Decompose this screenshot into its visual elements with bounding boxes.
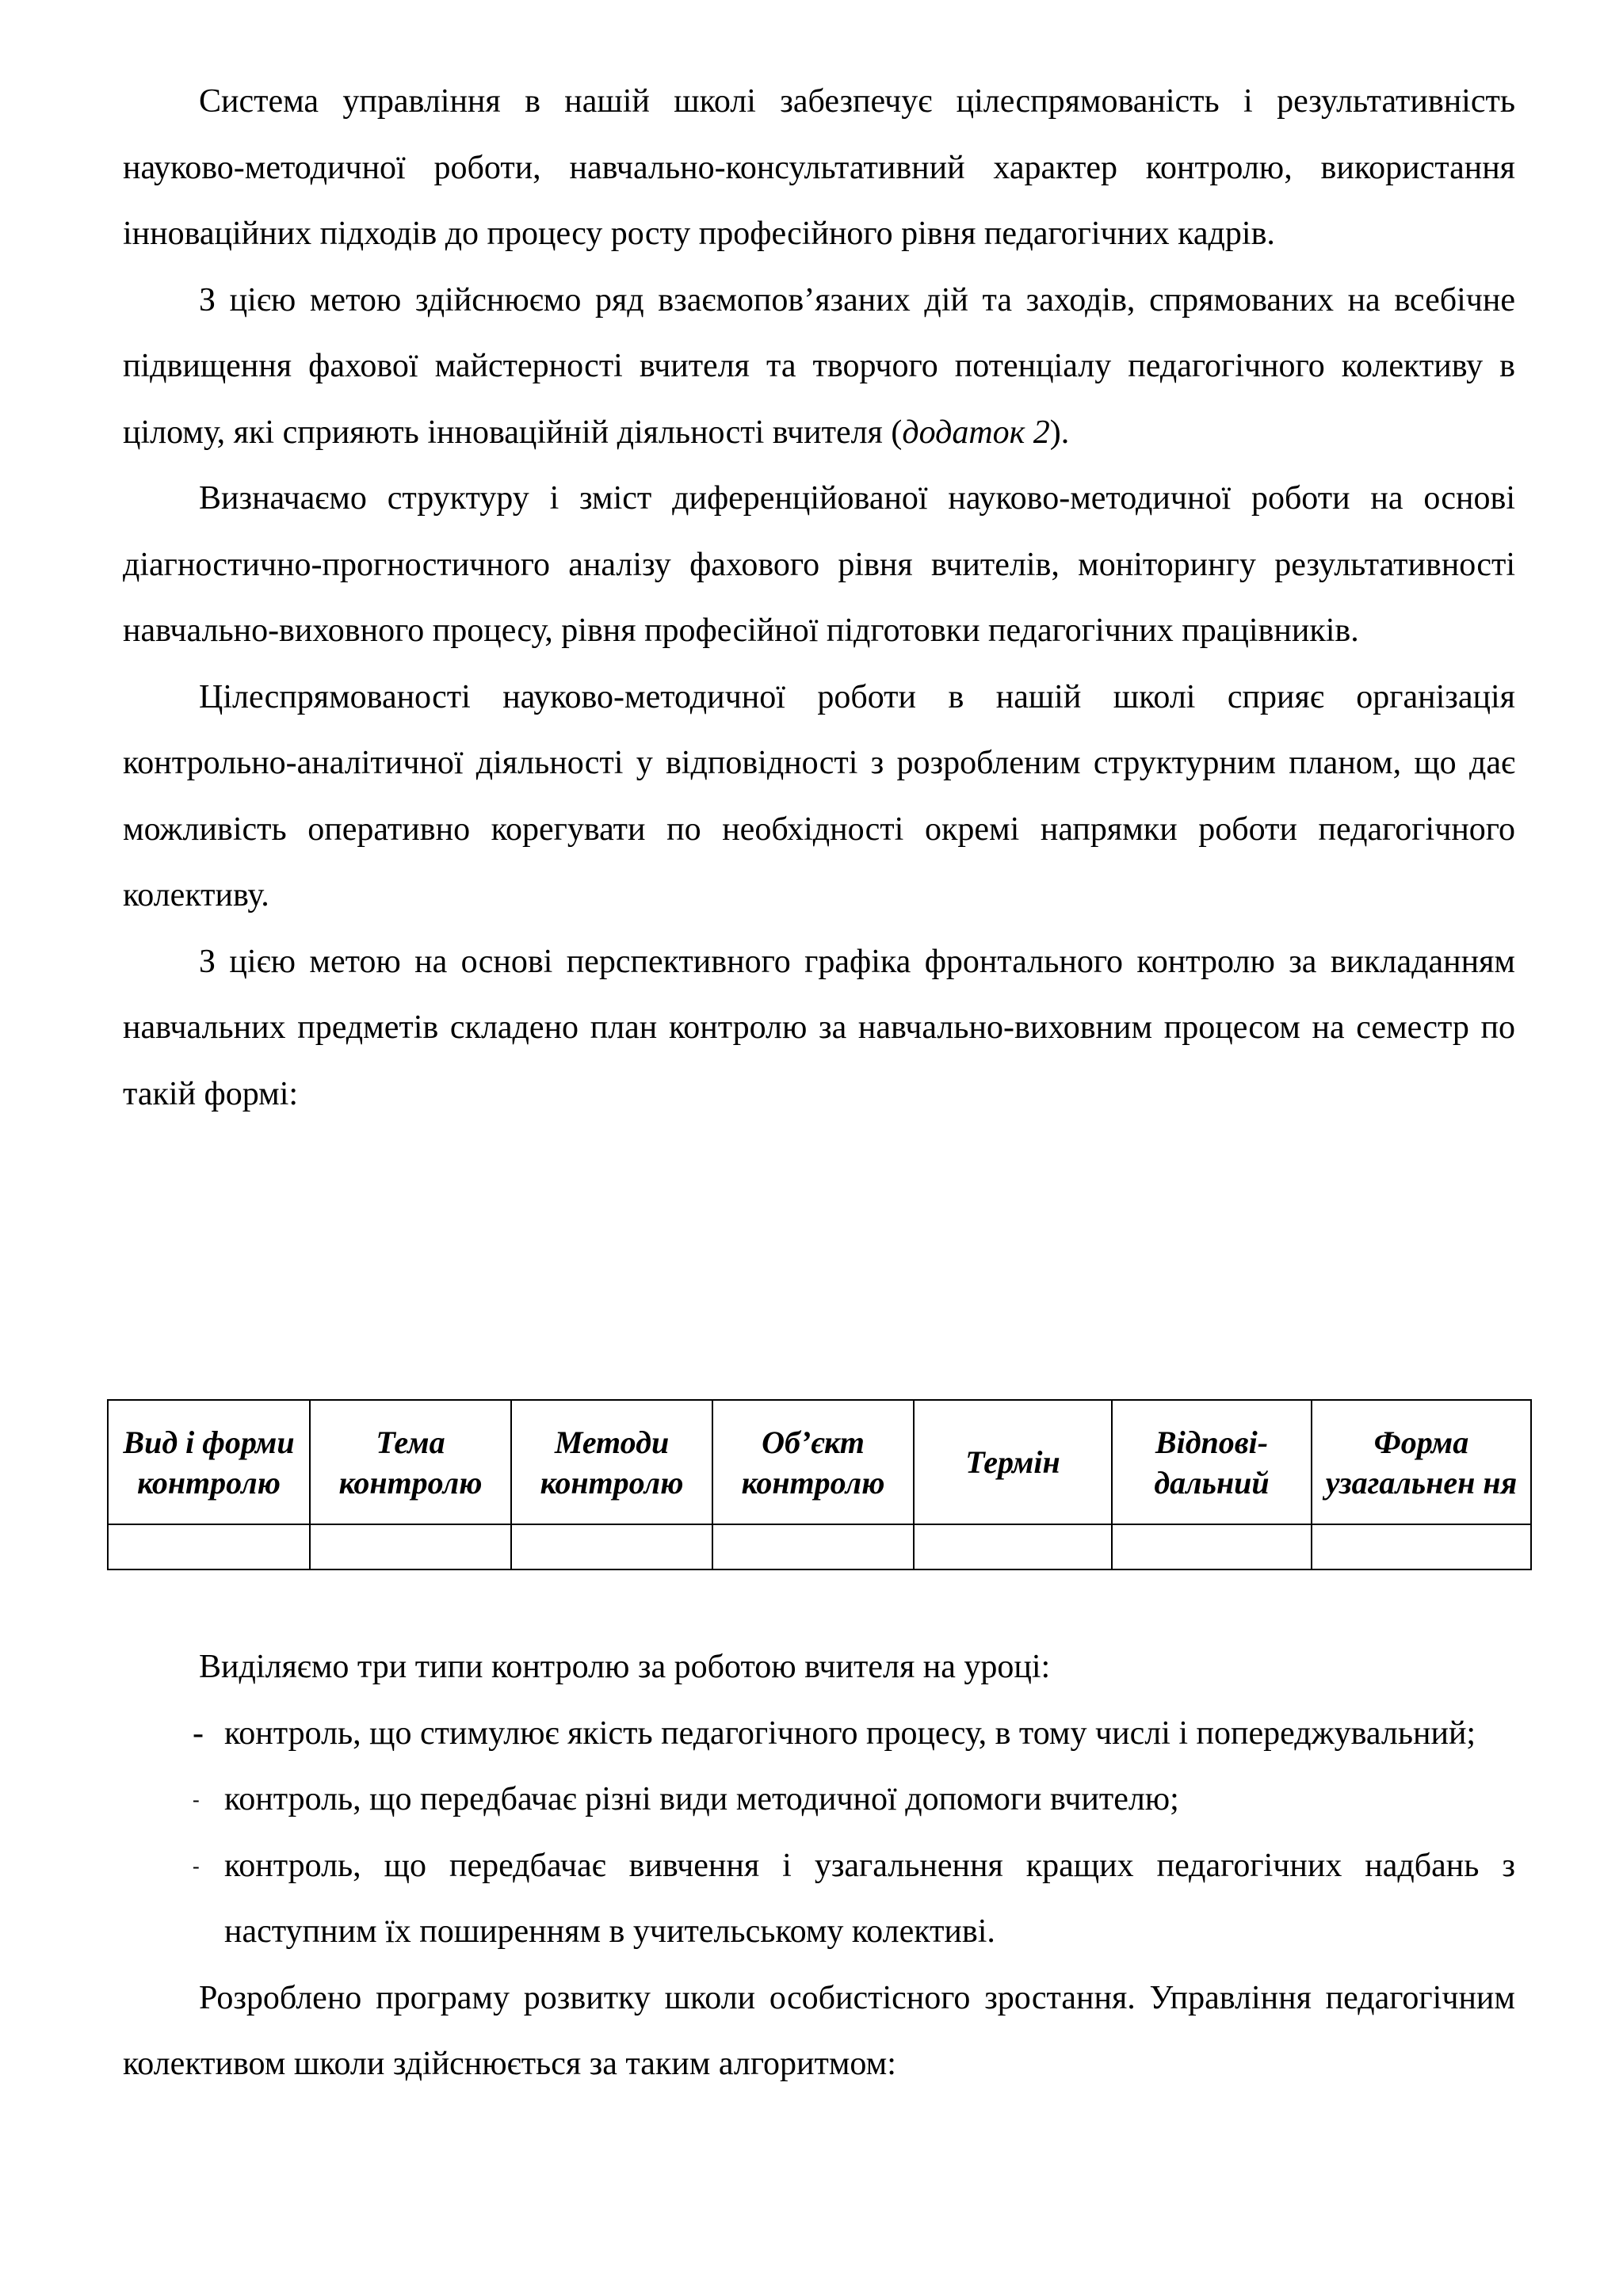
table-cell [511, 1524, 712, 1569]
paragraph-goal-actions [123, 268, 1515, 467]
table-cell [1312, 1524, 1531, 1569]
appendix-ref [891, 414, 1069, 451]
header-methods: Методи контролю [511, 1400, 712, 1524]
header-term: Термін [914, 1400, 1112, 1524]
table-cell [712, 1524, 914, 1569]
control-plan-table [107, 1399, 1532, 1570]
body-text [123, 69, 1515, 1127]
header-summary-form: Форма узагальнен ня [1312, 1400, 1531, 1524]
header-topic: Тема контролю [310, 1400, 511, 1524]
control-types-intro: Виділяємо три типи контролю за роботою вчителя на уроці: [199, 1649, 1051, 1685]
paragraph-management-system: Система управління в нашій школі забезпечує цілеспрямованість і результативність науково-методичної роботи, навчально-консультативний характер контролю, використання інноваційних підходів до процесу росту професійного рівня педагогічних кадрів. [123, 83, 1515, 252]
list-item [123, 1833, 1515, 1966]
list-dash: - [193, 1788, 200, 1811]
list-dash: - [193, 1854, 200, 1878]
header-type-and-form: Вид і форми контролю [108, 1400, 310, 1524]
table-cell [108, 1524, 310, 1569]
appendix-open-paren: ( [891, 414, 903, 451]
paragraph-goal-actions-text: З цією метою здійснюємо ряд взаємопов’язаних дій та заходів, спрямованих на всебічне підвищення фахової майстерності вчителя та творчого потенціалу педагогічного колективу в цілому, які сприяють інноваційній діяльності вчителя [123, 281, 1515, 451]
header-responsible: Відпові-дальний [1112, 1400, 1312, 1524]
paragraph-control-plan: З цією метою на основі перспективного графіка фронтального контролю за викладанням навчальних предметів складено план контролю за навчально-виховним процесом на семестр по такій формі: [123, 943, 1515, 1112]
list-dash: - [193, 1714, 204, 1752]
table-cell [1112, 1524, 1312, 1569]
paragraph-development-program: Розроблено програму розвитку школи особистісного зростання. Управління педагогічним колективом школи здійснюється за таким алгоритмом: [123, 1979, 1515, 2082]
paragraph-purposefulness: Цілеспрямованості науково-методичної роботи в нашій школі сприяє організація контрольно-аналітичної діяльності у відповідності з розробленим структурним планом, що дає можливість оперативно корегувати по необхідності окремі напрямки роботи педагогічного колективу. [123, 678, 1515, 913]
table-row [108, 1524, 1531, 1569]
list-item [123, 1701, 1515, 1768]
appendix-close-paren: ). [1049, 414, 1070, 451]
list-item-text: контроль, що стимулює якість педагогічного процесу, в тому числі і попереджувальний; [224, 1714, 1476, 1752]
table-header-row [108, 1400, 1531, 1524]
table-cell [914, 1524, 1112, 1569]
list-item [123, 1767, 1515, 1833]
control-types-section [123, 1634, 1515, 2098]
header-object: Об’єкт контролю [712, 1400, 914, 1524]
table-cell [310, 1524, 511, 1569]
appendix-italic-text: додаток 2 [902, 414, 1050, 451]
list-item-text: контроль, що передбачає вивчення і узагальнення кращих педагогічних надбань з наступним їх поширенням в учительському колективі. [224, 1847, 1515, 1950]
paragraph-structure: Визначаємо структуру і зміст диференційованої науково-методичної роботи на основі діагностично-прогностичного аналізу фахового рівня вчителів, моніторингу результативності навчально-виховного процесу, рівня професійної підготовки педагогічних працівників. [123, 480, 1515, 649]
control-plan-table-wrap [107, 1399, 1530, 1570]
list-item-text: контроль, що передбачає різні види методичної допомоги вчителю; [224, 1781, 1179, 1817]
